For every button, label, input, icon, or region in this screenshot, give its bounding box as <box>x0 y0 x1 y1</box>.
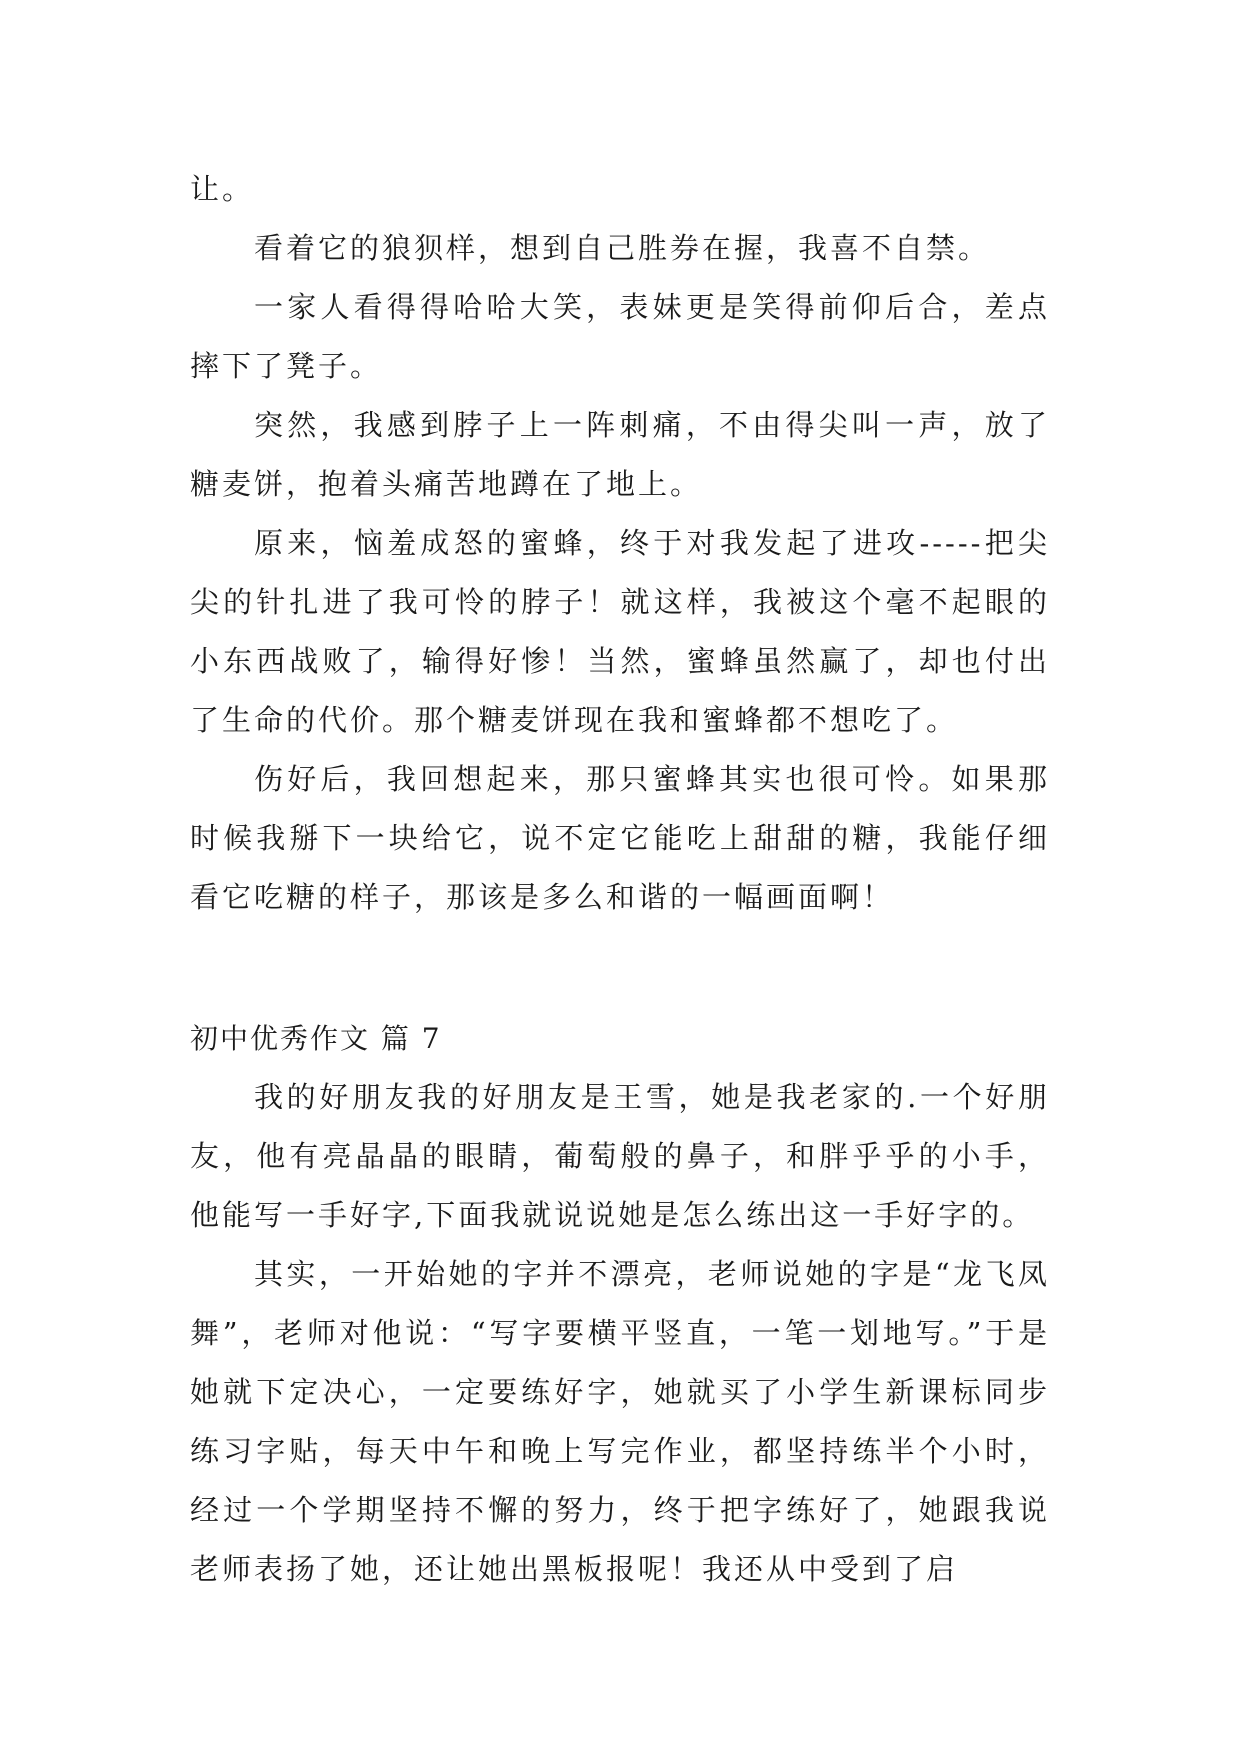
document-body <box>190 160 1050 1599</box>
section-spacer <box>190 927 1050 1009</box>
section-title: 初中优秀作文 篇 7 <box>190 1022 442 1055</box>
paragraph: 突然，我感到脖子上一阵刺痛，不由得尖叫一声，放了糖麦饼，抱着头痛苦地蹲在了地上。 <box>190 408 1050 501</box>
paragraph: 原来，恼羞成怒的蜜蜂，终于对我发起了进攻-----把尖尖的针扎进了我可怜的脖子！就这样，我被这个毫不起眼的小东西战败了，输得好惨！当然，蜜蜂虽然赢了，却也付出了生命的代价。那个糖麦饼现在我和蜜蜂都不想吃了。 <box>190 526 1050 737</box>
paragraph: 让。 <box>190 172 255 206</box>
paragraph: 一家人看得得哈哈大笑，表妹更是笑得前仰后合，差点摔下了凳子。 <box>190 290 1050 383</box>
paragraph: 我的好朋友我的好朋友是王雪，她是我老家的.一个好朋友，他有亮晶晶的眼睛，葡萄般的鼻子，和胖乎乎的小手，他能写一手好字,下面我就说说她是怎么练出这一手好字的。 <box>190 1080 1050 1232</box>
paragraph: 其实，一开始她的字并不漂亮，老师说她的字是“龙飞凤舞”，老师对他说：“写字要横平竖直，一笔一划地写。”于是她就下定决心，一定要练好字，她就买了小学生新课标同步练习字贴，每天中午和晚上写完作业，都坚持练半个小时，经过一个学期坚持不懈的努力，终于把字练好了，她跟我说老师表扬了她，还让她出黑板报呢！我还从中受到了启 <box>190 1257 1050 1586</box>
paragraph: 伤好后，我回想起来，那只蜜蜂其实也很可怜。如果那时候我掰下一块给它，说不定它能吃上甜甜的糖，我能仔细看它吃糖的样子，那该是多么和谐的一幅画面啊！ <box>190 762 1050 914</box>
paragraph: 看着它的狼狈样，想到自己胜券在握，我喜不自禁。 <box>254 231 991 265</box>
